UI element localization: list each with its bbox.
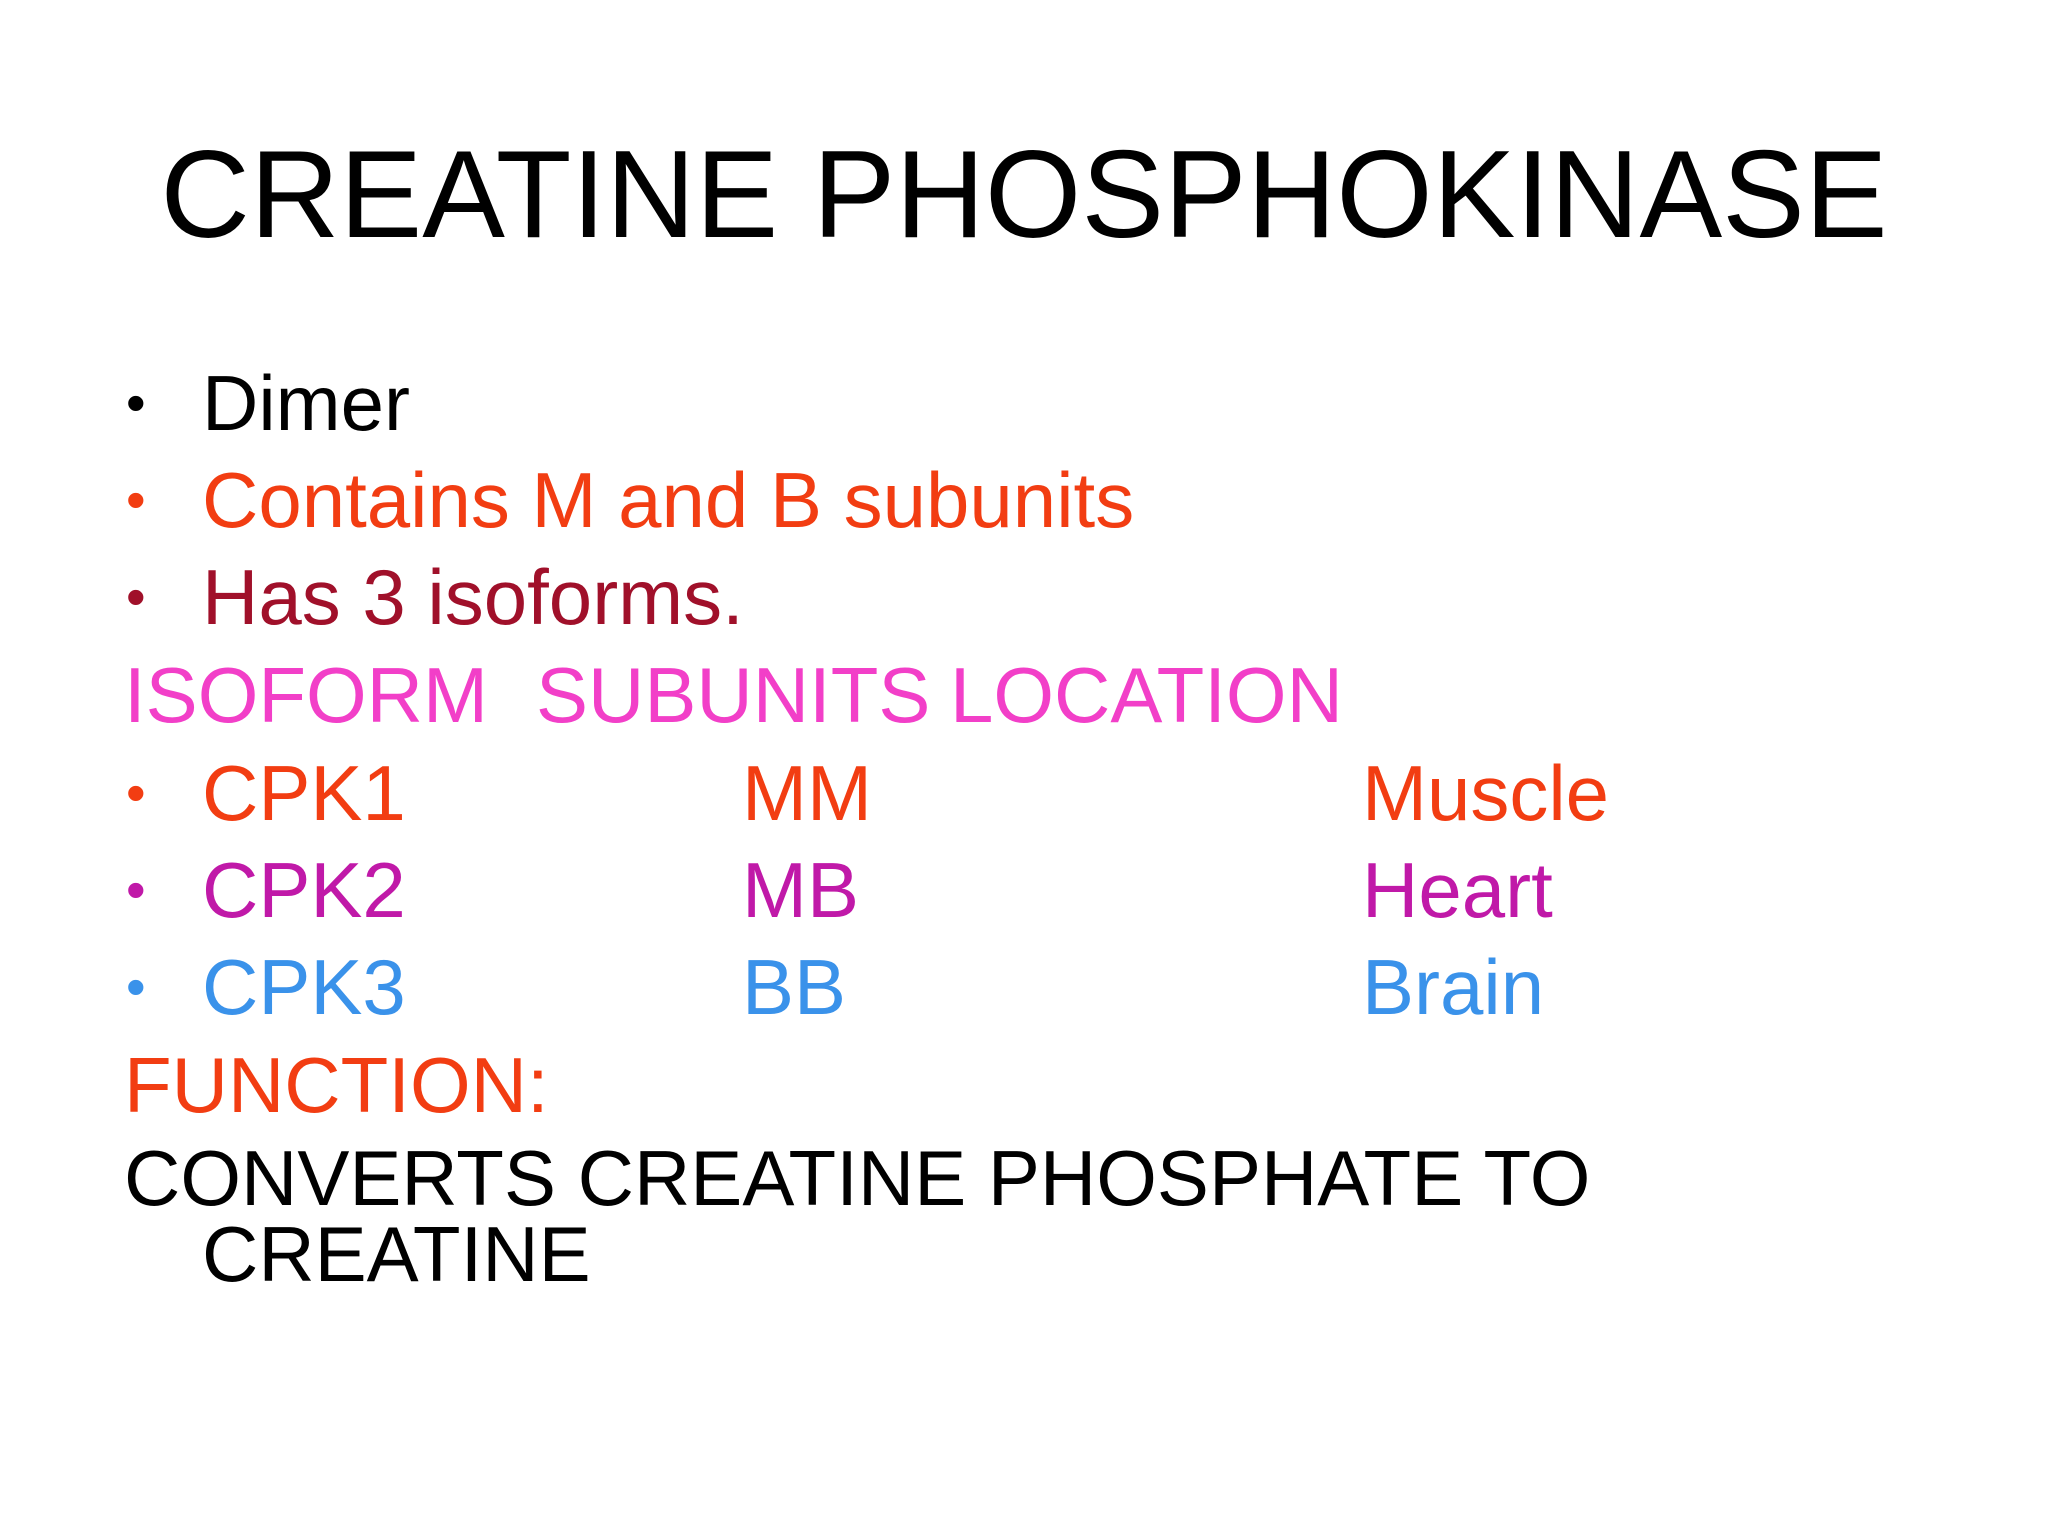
bullet-dot: • xyxy=(126,565,146,628)
bullet-dot: • xyxy=(126,371,146,434)
bullet-text: Contains M and B subunits xyxy=(202,456,1135,544)
header-isoform: ISOFORM xyxy=(124,651,488,739)
bullet-dot: • xyxy=(126,761,146,824)
function-heading: FUNCTION: xyxy=(124,1041,549,1129)
row-isoform: CPK3 xyxy=(202,943,406,1031)
bullet-text: Has 3 isoforms. xyxy=(202,553,744,641)
header-subunits: SUBUNITS xyxy=(536,651,931,739)
function-text-line1: CONVERTS CREATINE PHOSPHATE TO xyxy=(124,1134,1591,1222)
header-location: LOCATION xyxy=(950,651,1343,739)
row-location: Brain xyxy=(1362,943,1545,1031)
bullet-dot: • xyxy=(126,468,146,531)
slide-title: CREATINE PHOSPHOKINASE xyxy=(160,126,1888,264)
function-text-line2: CREATINE xyxy=(202,1210,591,1298)
bullet-dot: • xyxy=(126,858,146,921)
row-isoform: CPK2 xyxy=(202,846,406,934)
bullet-dot: • xyxy=(126,955,146,1018)
row-subunits: BB xyxy=(742,943,847,1031)
row-location: Muscle xyxy=(1362,749,1610,837)
row-subunits: MB xyxy=(742,846,859,934)
bullet-text: Dimer xyxy=(202,359,410,447)
row-location: Heart xyxy=(1362,846,1553,934)
row-subunits: MM xyxy=(742,749,872,837)
row-isoform: CPK1 xyxy=(202,749,406,837)
